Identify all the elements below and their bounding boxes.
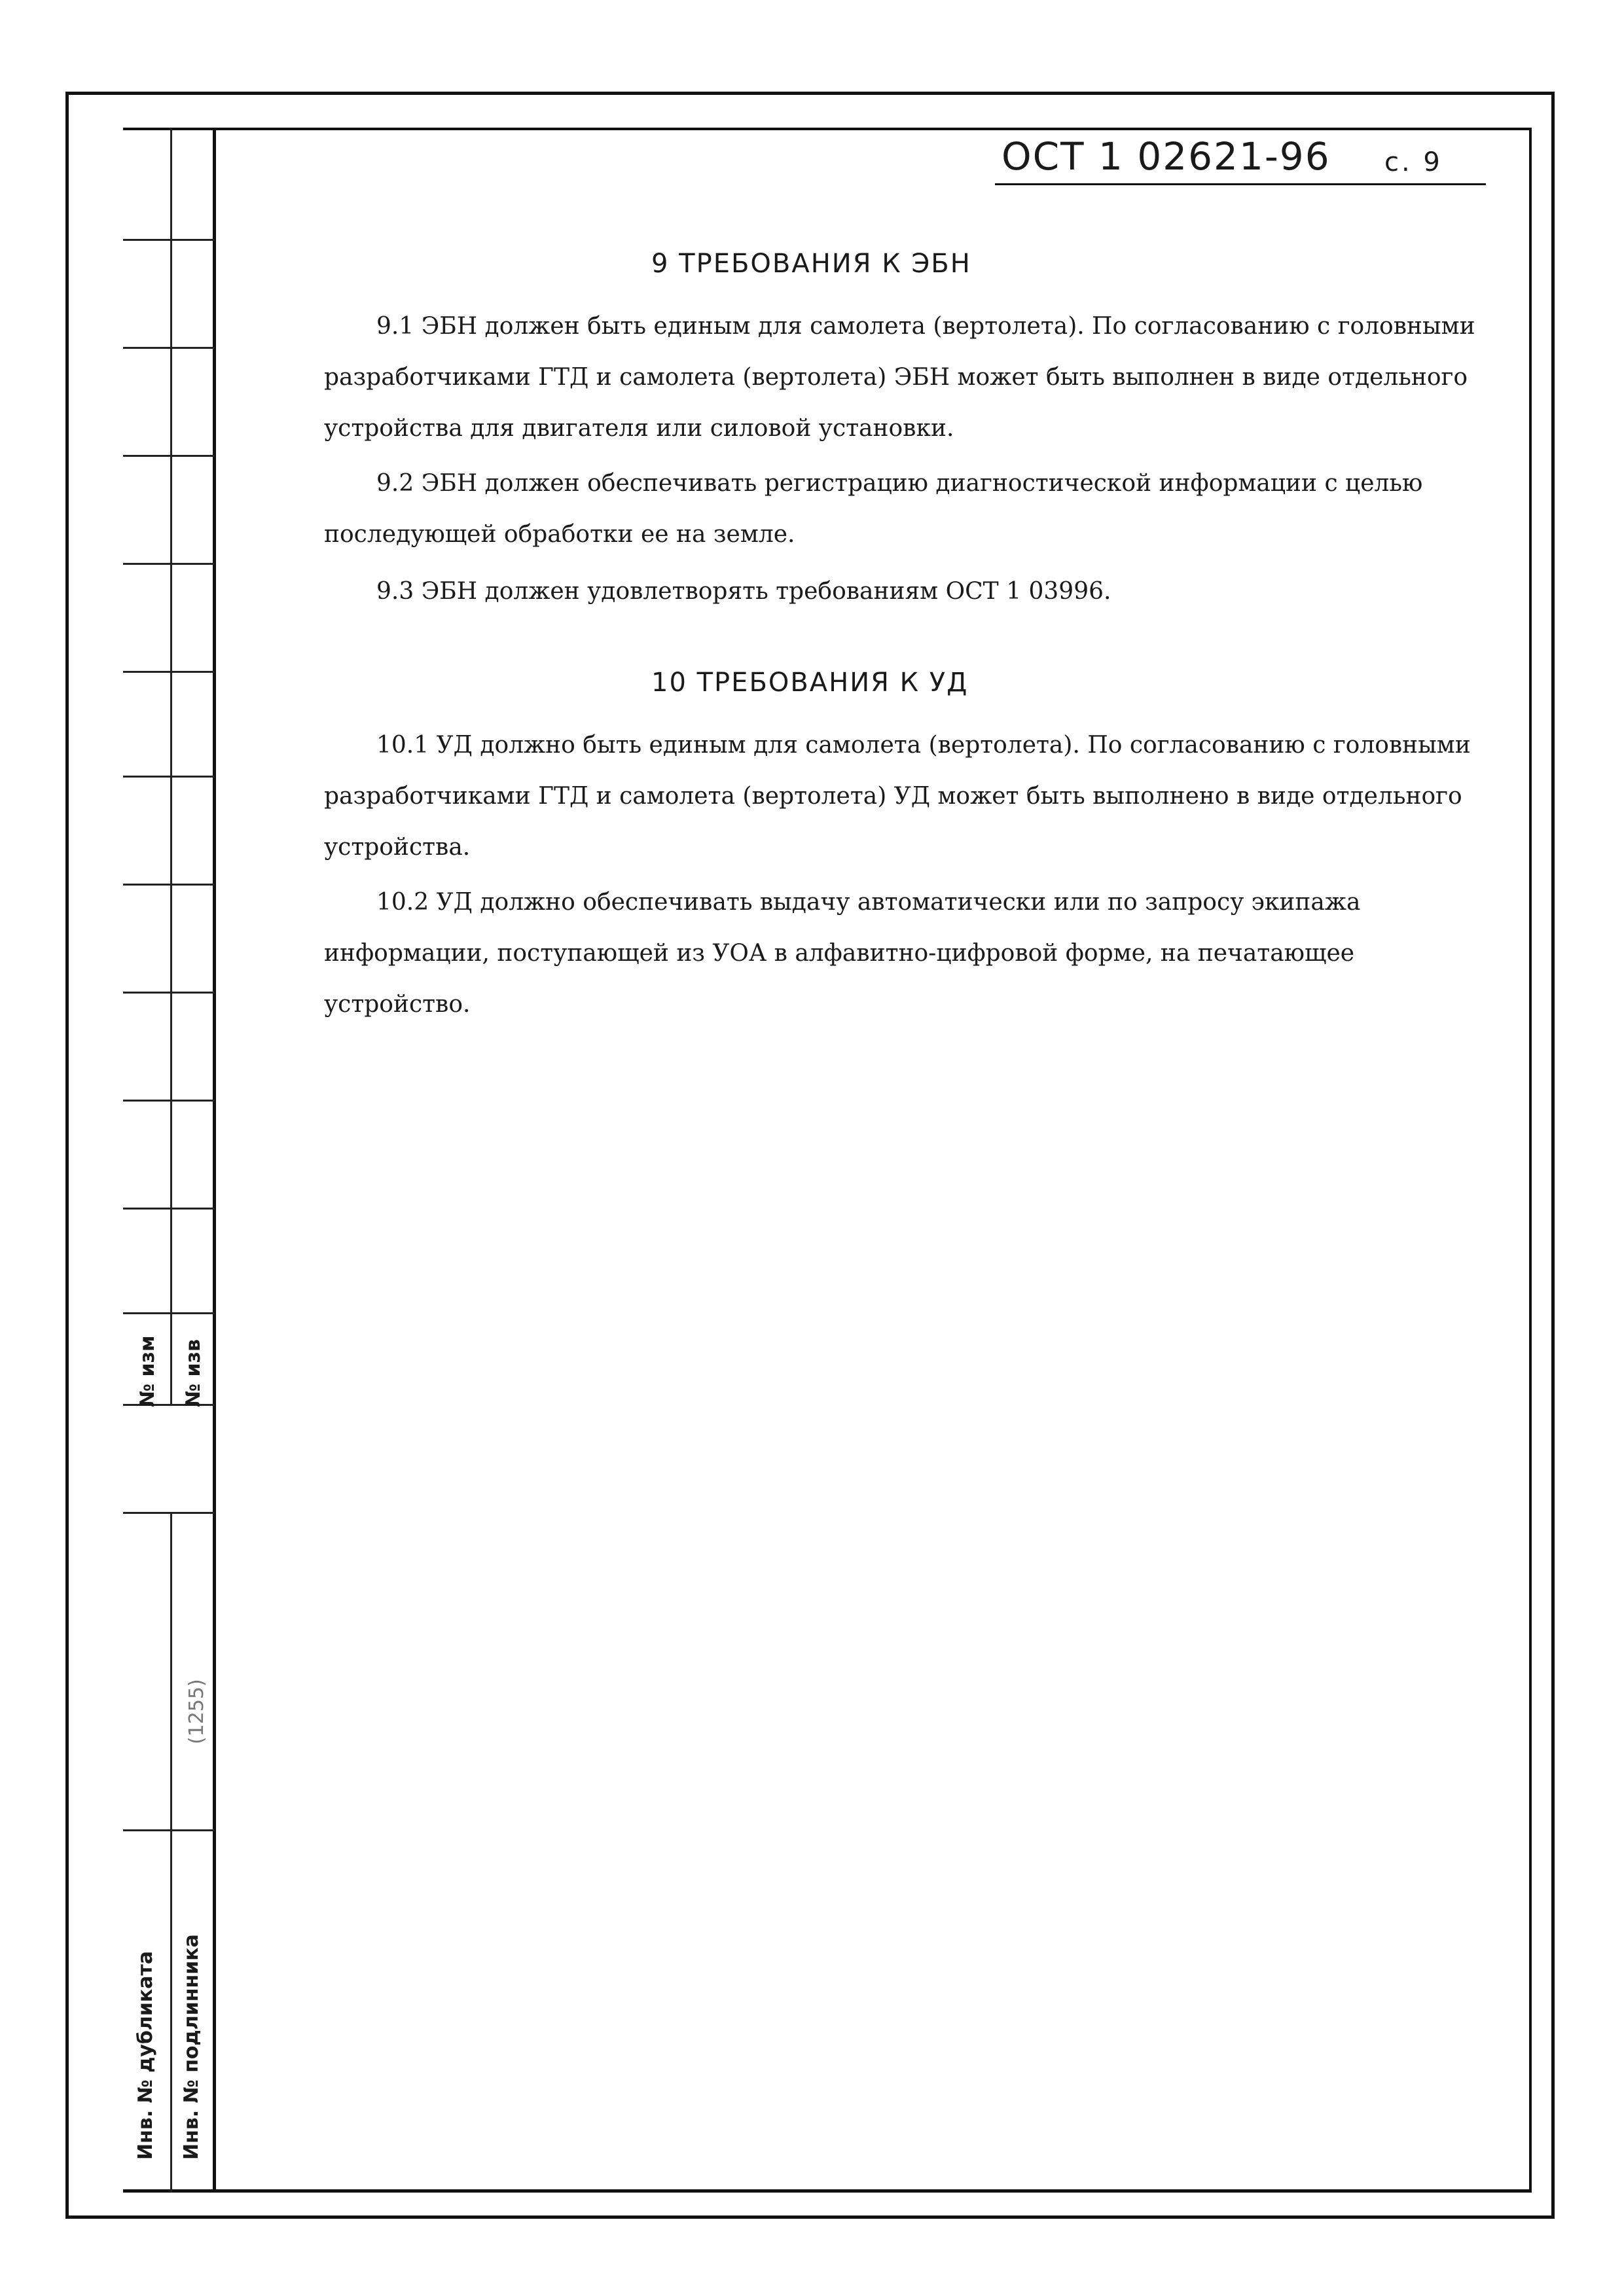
paragraph-10-2: 10.2 УД должно обеспечивать выдачу автоматически или по запросу экипажа информации, поступающей из УОА в алфавитно-цифровой форме, на печатающее устройство. xyxy=(324,889,1361,1018)
sidebar-rule xyxy=(123,455,215,457)
sidebar-rule xyxy=(123,1512,215,1514)
sidebar-rule xyxy=(123,671,215,673)
header-underline xyxy=(995,183,1486,185)
section-9-heading: 9 ТРЕБОВАНИЯ К ЭБН xyxy=(651,249,971,279)
sidebar-rule xyxy=(123,884,215,886)
sidebar-rule xyxy=(123,1208,215,1210)
paragraph-9-1: 9.1 ЭБН должен быть единым для самолета (вертолета). По согласованию с головными разработчиками ГТД и самолета (вертолета) ЭБН может быть выполнен в виде отдельного устройства для двигателя или силовой установки. xyxy=(324,313,1475,442)
document-number: ОСТ 1 02621-96 xyxy=(1001,134,1331,179)
sidebar-column-divider xyxy=(170,128,172,1404)
margin-divider xyxy=(213,128,216,2193)
revision-number-label: № изм xyxy=(136,1335,159,1407)
duplicate-inventory-label: Инв. № дубликата xyxy=(134,1950,157,2160)
sidebar-rule xyxy=(123,347,215,349)
page-number: с. 9 xyxy=(1384,147,1443,177)
sidebar-column-divider-lower xyxy=(170,1512,172,2193)
sidebar-rule xyxy=(123,239,215,241)
original-inventory-label: Инв. № подлинника xyxy=(180,1934,203,2160)
paragraph-9-2: 9.2 ЭБН должен обеспечивать регистрацию диагностической информации с целью последующей обработки ее на земле. xyxy=(324,470,1423,548)
sidebar-code: (1255) xyxy=(185,1679,208,1744)
paragraph-10-1: 10.1 УД должно быть единым для самолета (вертолета). По согласованию с головными разработчиками ГТД и самолета (вертолета) УД может быть выполнено в виде отдельного устройства. xyxy=(324,732,1471,861)
paragraph-9-3: 9.3 ЭБН должен удовлетворять требованиям ОСТ 1 03996. xyxy=(376,578,1111,605)
sidebar-rule xyxy=(123,992,215,994)
section-10-heading: 10 ТРЕБОВАНИЯ К УД xyxy=(651,668,969,698)
sidebar-rule xyxy=(123,776,215,778)
sidebar-rule xyxy=(123,1829,215,1831)
sidebar-rule xyxy=(123,1100,215,1102)
sidebar-rule xyxy=(123,1312,215,1314)
sidebar-rule xyxy=(123,563,215,565)
notice-number-label: № изв xyxy=(182,1339,205,1407)
